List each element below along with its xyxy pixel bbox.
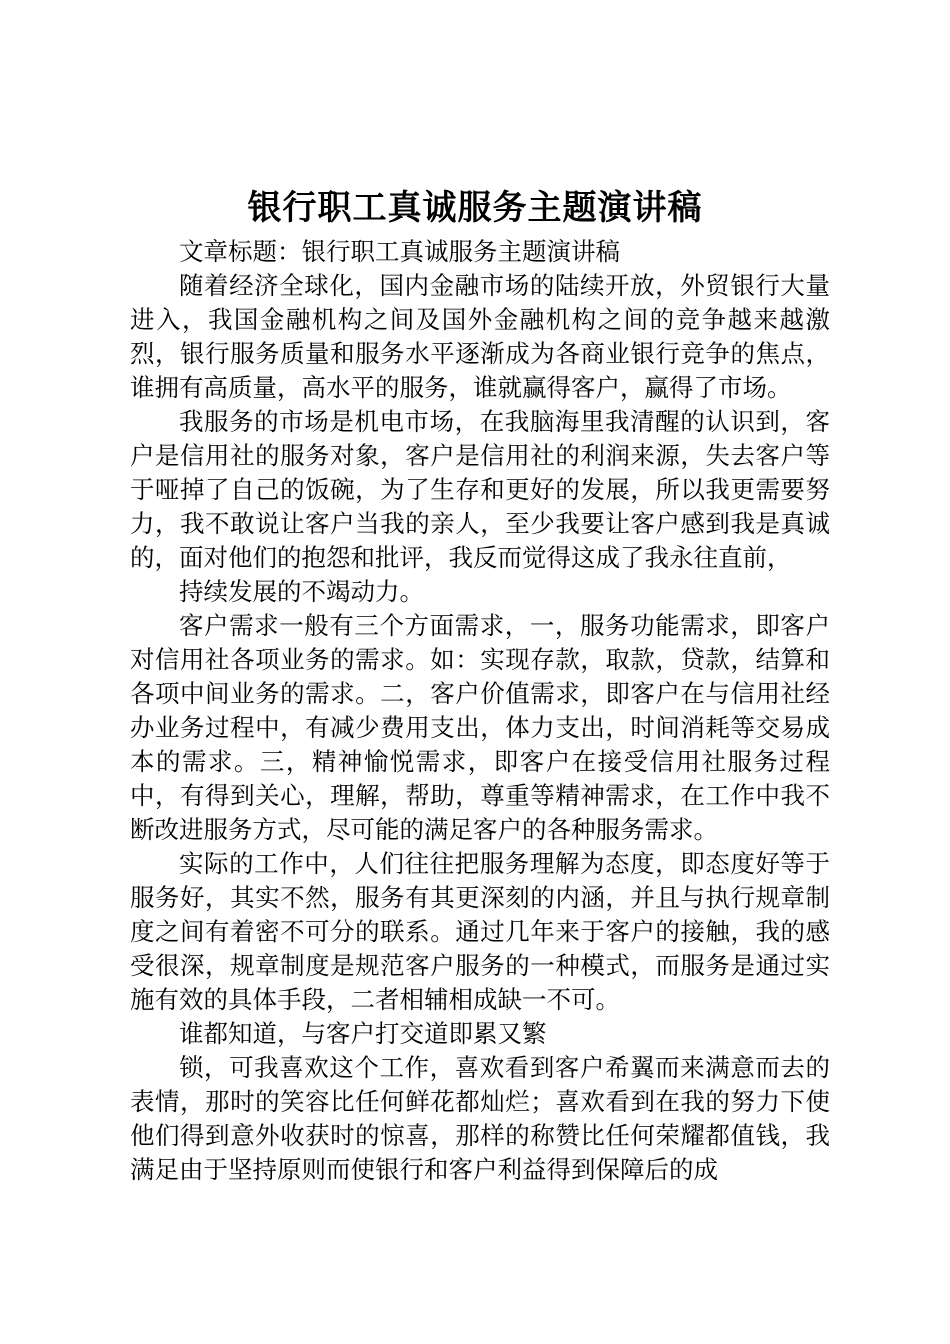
paragraph: 随着经济全球化，国内金融市场的陆续开放，外贸银行大量进入，我国金融机构之间及国外金融机构之间的竞争越来越激烈，银行服务质量和服务水平逐渐成为各商业银行竞争的焦点，谁拥有高质量，高水平的服务，谁就赢得客户，赢得了市场。 — [130, 271, 830, 402]
paragraph: 锁，可我喜欢这个工作，喜欢看到客户希翼而来满意而去的表情，那时的笑容比任何鲜花都灿烂；喜欢看到在我的努力下使他们得到意外收获时的惊喜，那样的称赞比任何荣耀都值钱，我满足由于坚持原则而使银行和客户利益得到保障后的成 — [130, 1053, 830, 1184]
paragraph: 实际的工作中，人们往往把服务理解为态度，即态度好等于服务好，其实不然，服务有其更深刻的内涵，并且与执行规章制度之间有着密不可分的联系。通过几年来于客户的接触，我的感受很深，规章制度是规范客户服务的一种模式，而服务是通过实施有效的具体手段，二者相辅相成缺一不可。 — [130, 849, 830, 1014]
paragraph: 持续发展的不竭动力。 — [179, 577, 424, 606]
paragraph: 我服务的市场是机电市场，在我脑海里我清醒的认识到，客户是信用社的服务对象，客户是信用社的利润来源，失去客户等于哑掉了自己的饭碗，为了生存和更好的发展，所以我更需要努力，我不敢说让客户当我的亲人，至少我要让客户感到我是真诚的，面对他们的抱怨和批评，我反而觉得这成了我永往直前， — [130, 407, 830, 572]
document-title: 银行职工真诚服务主题演讲稿 — [247, 188, 703, 228]
paragraph-article-title: 文章标题：银行职工真诚服务主题演讲稿 — [179, 237, 620, 266]
paragraph: 客户需求一般有三个方面需求，一，服务功能需求，即客户对信用社各项业务的需求。如：实现存款，取款，贷款，结算和各项中间业务的需求。二，客户价值需求，即客户在与信用社经办业务过程中，有减少费用支出，体力支出，时间消耗等交易成本的需求。三，精神愉悦需求，即客户在接受信用社服务过程中，有得到关心，理解，帮助，尊重等精神需求，在工作中我不断改进服务方式，尽可能的满足客户的各种服务需求。 — [130, 611, 830, 844]
paragraph: 谁都知道，与客户打交道即累又繁 — [179, 1019, 547, 1048]
document-body — [130, 235, 830, 1187]
